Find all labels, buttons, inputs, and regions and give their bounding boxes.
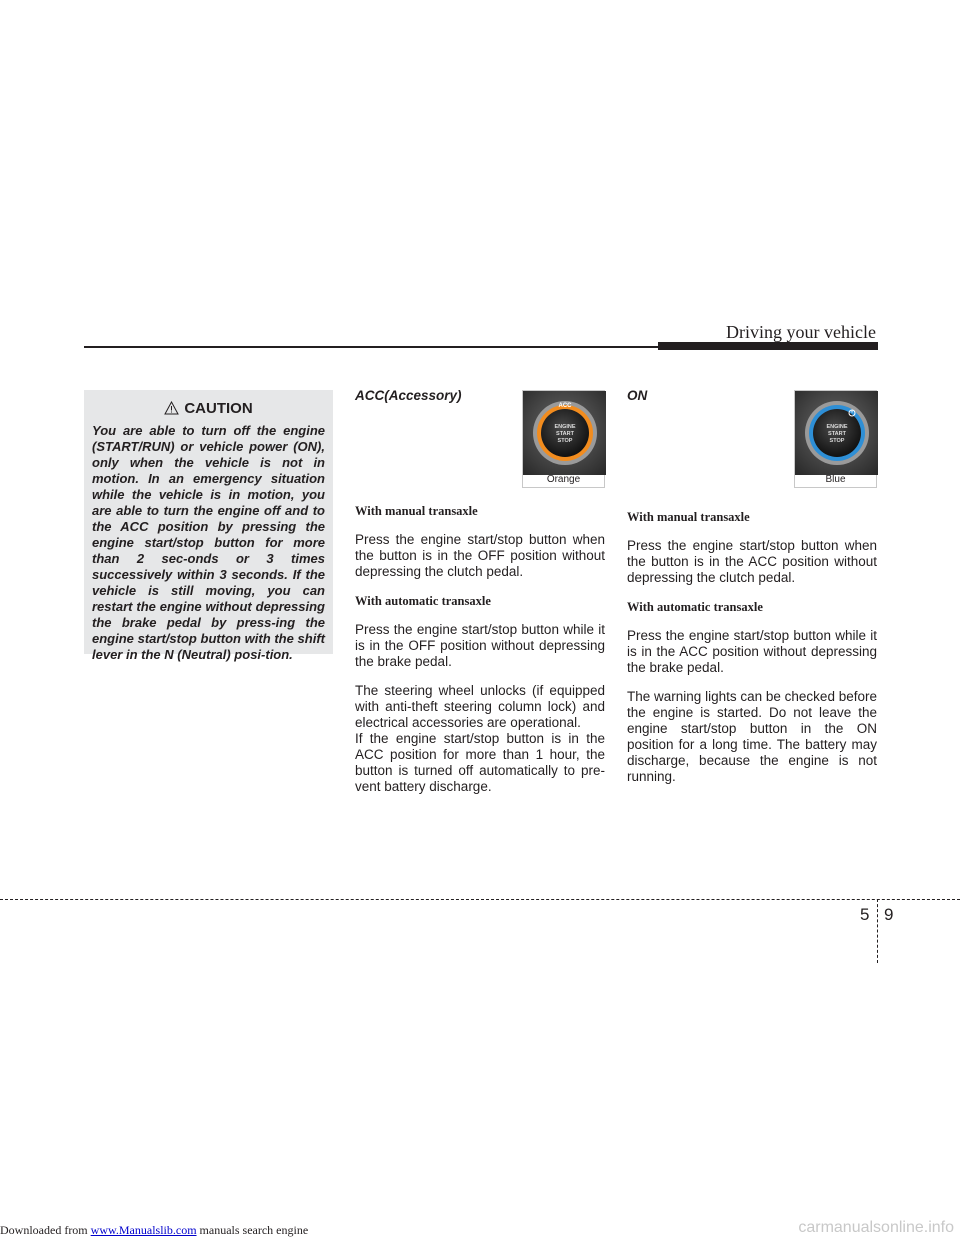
- acc-btn-line-3: STOP: [557, 438, 573, 444]
- on-auto-text: Press the engine start/stop button while it is in the ACC position without depressing the brake pedal.: [627, 628, 877, 675]
- header-tab: [658, 342, 878, 350]
- download-prefix: Downloaded from: [0, 1223, 91, 1237]
- acc-para1: The steering wheel unlocks (if equipped with anti-theft steering column lock) and electrical accessories are operational.: [355, 683, 605, 730]
- engine-start-button-on-image: [795, 391, 878, 475]
- on-btn-line-1: ENGINE: [826, 424, 848, 430]
- acc-btn-line-2: START: [556, 431, 574, 437]
- on-btn-line-2: START: [828, 431, 846, 437]
- on-title: ON: [627, 388, 648, 403]
- engine-start-button-acc-image: [523, 391, 606, 475]
- footer-vertical-dash: [877, 899, 878, 963]
- acc-auto-text: Press the engine start/stop button while it is in the OFF position without depressing the brake pedal.: [355, 622, 605, 669]
- on-manual-head: With manual transaxle: [627, 510, 750, 524]
- download-note: [0, 1223, 308, 1238]
- footer-dash-line: [0, 899, 960, 900]
- acc-auto-head: With automatic transaxle: [355, 594, 491, 608]
- manualslib-link[interactable]: www.Manualslib.com: [90, 1223, 197, 1237]
- page-number: 9: [884, 905, 894, 924]
- acc-ring-label: ACC: [558, 403, 572, 409]
- acc-title: ACC(Accessory): [355, 388, 462, 403]
- acc-button-photo: [522, 390, 605, 488]
- watermark: carmanualsonline.info: [798, 1219, 954, 1236]
- warning-triangle-icon: [164, 401, 179, 415]
- on-para1: The warning lights can be checked before the engine is started. Do not leave the engine start/stop button in the ON position for a long time. The battery may discharge, because the engine is not running.: [627, 689, 877, 784]
- on-photo-caption: Blue: [825, 474, 846, 485]
- on-manual-text: Press the engine start/stop button when the button is in the ACC position without depressing the clutch pedal.: [627, 538, 877, 585]
- chapter-number: 5: [860, 905, 870, 924]
- caution-heading: [84, 400, 333, 417]
- acc-para2: If the engine start/stop button is in the ACC position for more than 1 hour, the button is turned off automatically to pre-vent battery discharge.: [355, 731, 605, 794]
- acc-btn-line-1: ENGINE: [554, 424, 576, 430]
- section-title: Driving your vehicle: [726, 322, 876, 342]
- on-auto-head: With automatic transaxle: [627, 600, 763, 614]
- download-suffix: manuals search engine: [196, 1223, 309, 1237]
- on-btn-line-3: STOP: [829, 438, 845, 444]
- acc-manual-head: With manual transaxle: [355, 504, 478, 518]
- caution-box: [84, 390, 333, 662]
- caution-title: CAUTION: [184, 400, 253, 417]
- acc-photo-caption: Orange: [546, 474, 581, 485]
- on-button-photo: [794, 390, 877, 488]
- caution-text: You are able to turn off the engine (START/RUN) or vehicle power (ON), only when the vehicle is not in motion. In an emergency situation while the vehicle is in motion, you are able to turn the engine off and to the ACC position by pressing the engine start/stop button for more than 2 sec-onds or 3 times successively within 3 seconds. If the vehicle is still moving, you can restart the engine without depressing the brake pedal by press-ing the engine start/stop button with the shift lever in the N (Neutral) posi-tion.: [92, 423, 325, 662]
- acc-manual-text: Press the engine start/stop button when the button is in the OFF position without depressing the clutch pedal.: [355, 532, 605, 579]
